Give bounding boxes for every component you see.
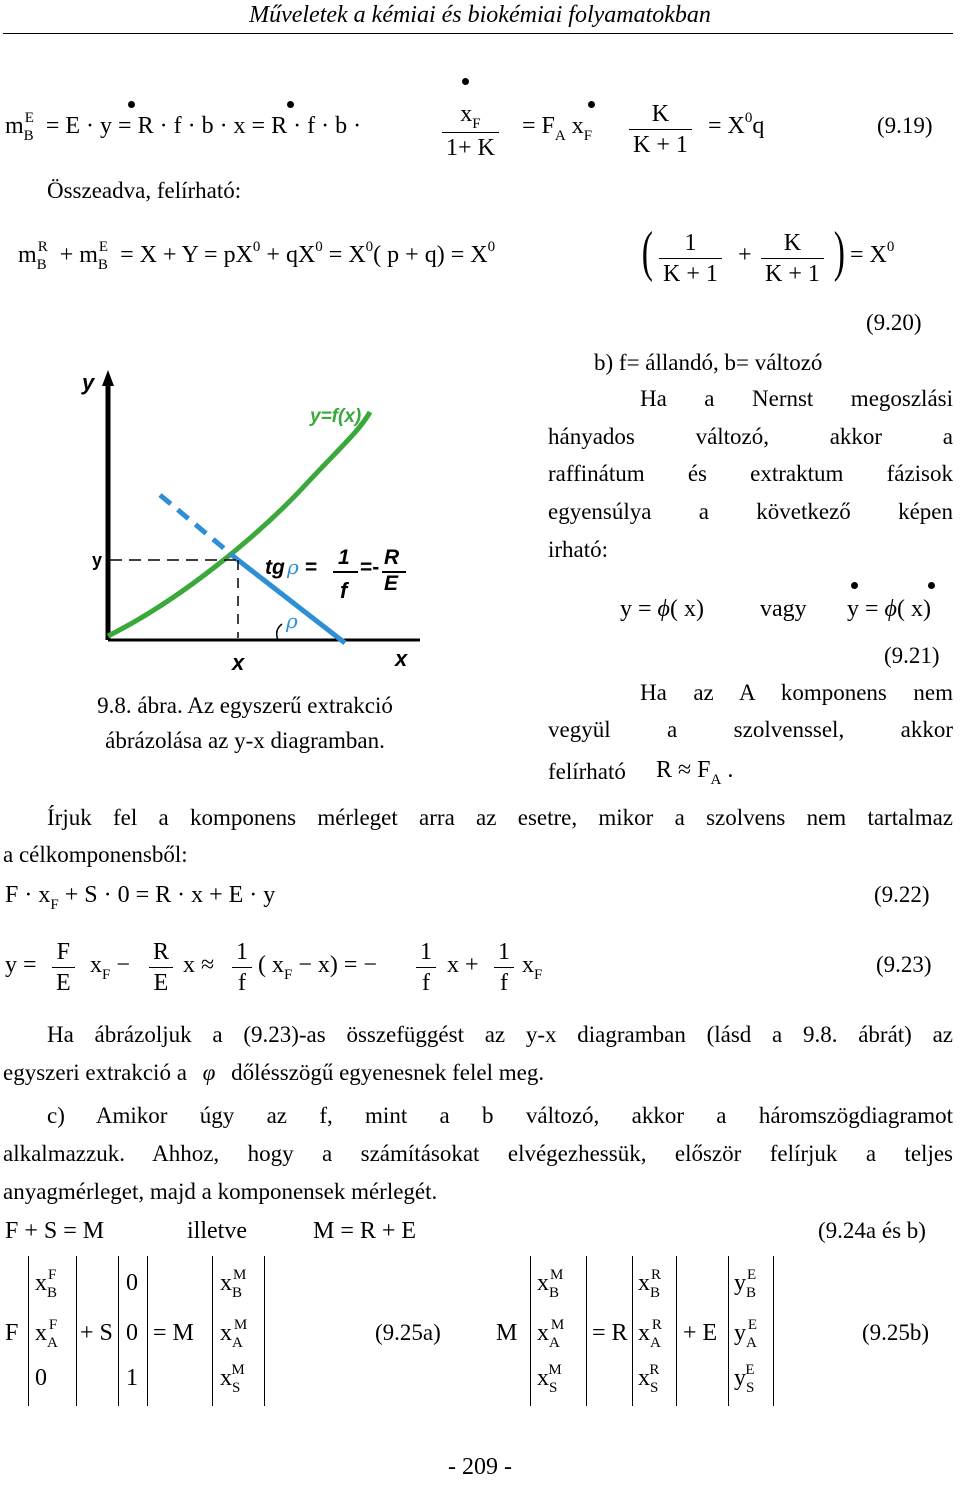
one-label: 1 <box>338 546 350 569</box>
x-axis-label: x <box>395 646 408 671</box>
equals-label: = <box>305 556 318 579</box>
ha-abr-text-b: dőlésszögű egyenesnek felel meg. <box>231 1060 545 1085</box>
irjuk-line1: Írjuk fel a komponens mérleget arra az esetre, mikor a szolvens nem tartalmaz <box>47 805 953 830</box>
equation-number: (9.24a és b) <box>818 1218 926 1243</box>
equilibrium-curve <box>108 412 370 636</box>
a-line2: vegyül a szolvenssel, akkor <box>548 717 953 742</box>
equation-9-24b: M = R + E <box>313 1218 417 1244</box>
y-tick-label: y <box>92 550 103 570</box>
equation-number: (9.19) <box>877 113 933 138</box>
a-line3: felírható <box>548 759 626 784</box>
c-line1: c) Amikor úgy az f, mint a b változó, akkor a háromszögdiagramot <box>47 1103 953 1128</box>
R-approx-FA: $R \approx F_A$ . <box>656 757 734 788</box>
ha-abr-text-a: egyszeri extrakció a <box>3 1060 187 1085</box>
ha-abr-line1: Ha ábrázoljuk a (9.23)-as összefüggést az y-x diagramban (lásd a 9.8. ábrát) az <box>47 1022 953 1047</box>
x-tick-label: x <box>232 650 245 675</box>
text-osszeadva: Összeadva, felírható: <box>47 178 242 203</box>
figure-9-8 <box>60 360 440 680</box>
figure-caption-line1: 9.8. ábra. Az egyszerű extrakció <box>97 693 393 718</box>
equation-number: (9.25a) <box>375 1320 441 1345</box>
rho-label: ρ <box>287 555 299 579</box>
operating-line-dashed <box>160 495 238 560</box>
ha-abr-line2 <box>3 1060 544 1086</box>
b-para-line2: hányados változó, akkor a <box>548 424 953 449</box>
equation-number: (9.23) <box>876 952 932 977</box>
y-axis-arrow <box>102 370 114 386</box>
E-label: E <box>384 572 399 595</box>
equation-number: (9.22) <box>874 882 930 907</box>
b-para-line5: irható: <box>548 537 609 562</box>
phi-symbol: φ <box>202 1060 216 1085</box>
c-line3: anyagmérleget, majd a komponensek mérlegét. <box>3 1179 438 1204</box>
header-rule <box>3 33 953 34</box>
b-heading: b) f= állandó, b= változó <box>594 350 823 375</box>
eqminus-label: =- <box>360 556 380 579</box>
R-label: R <box>384 546 400 569</box>
irjuk-line2: a célkomponensből: <box>3 842 188 867</box>
y-axis-label: y <box>82 370 95 395</box>
b-para-line4: egyensúlya a következő képen <box>548 499 953 524</box>
equation-number: (9.21) <box>884 643 940 668</box>
figure-caption-line2: ábrázolása az y-x diagramban. <box>105 728 385 753</box>
a-line1: Ha az A komponens nem <box>640 680 953 705</box>
page-number: - 209 - <box>448 1454 512 1480</box>
curve-label: y=f(x) <box>310 406 362 427</box>
angle-rho-label: ρ <box>286 609 298 633</box>
f-label: f <box>340 578 348 603</box>
c-line2: alkalmazzuk. Ahhoz, hogy a számításokat elvégezhessük, először felírjuk a teljes <box>3 1141 953 1166</box>
tg-label: tg <box>265 556 285 579</box>
angle-arc <box>277 624 282 640</box>
b-para-line3: raffinátum és extraktum fázisok <box>548 461 953 486</box>
vagy-text: vagy <box>760 596 807 622</box>
illetve-text: illetve <box>187 1218 247 1244</box>
b-para-line1: Ha a Nernst megoszlási <box>640 386 953 411</box>
equation-9-22: $F \cdot x_F + S \cdot 0 = R \cdot x + E \cdot y$ <box>5 882 276 913</box>
equation-number: (9.20) <box>866 310 922 335</box>
equation-number: (9.25b) <box>862 1320 930 1345</box>
equation-9-24a: F + S = M <box>5 1218 105 1244</box>
page-header: Műveletek a kémiai és biokémiai folyamatokban <box>249 2 711 28</box>
